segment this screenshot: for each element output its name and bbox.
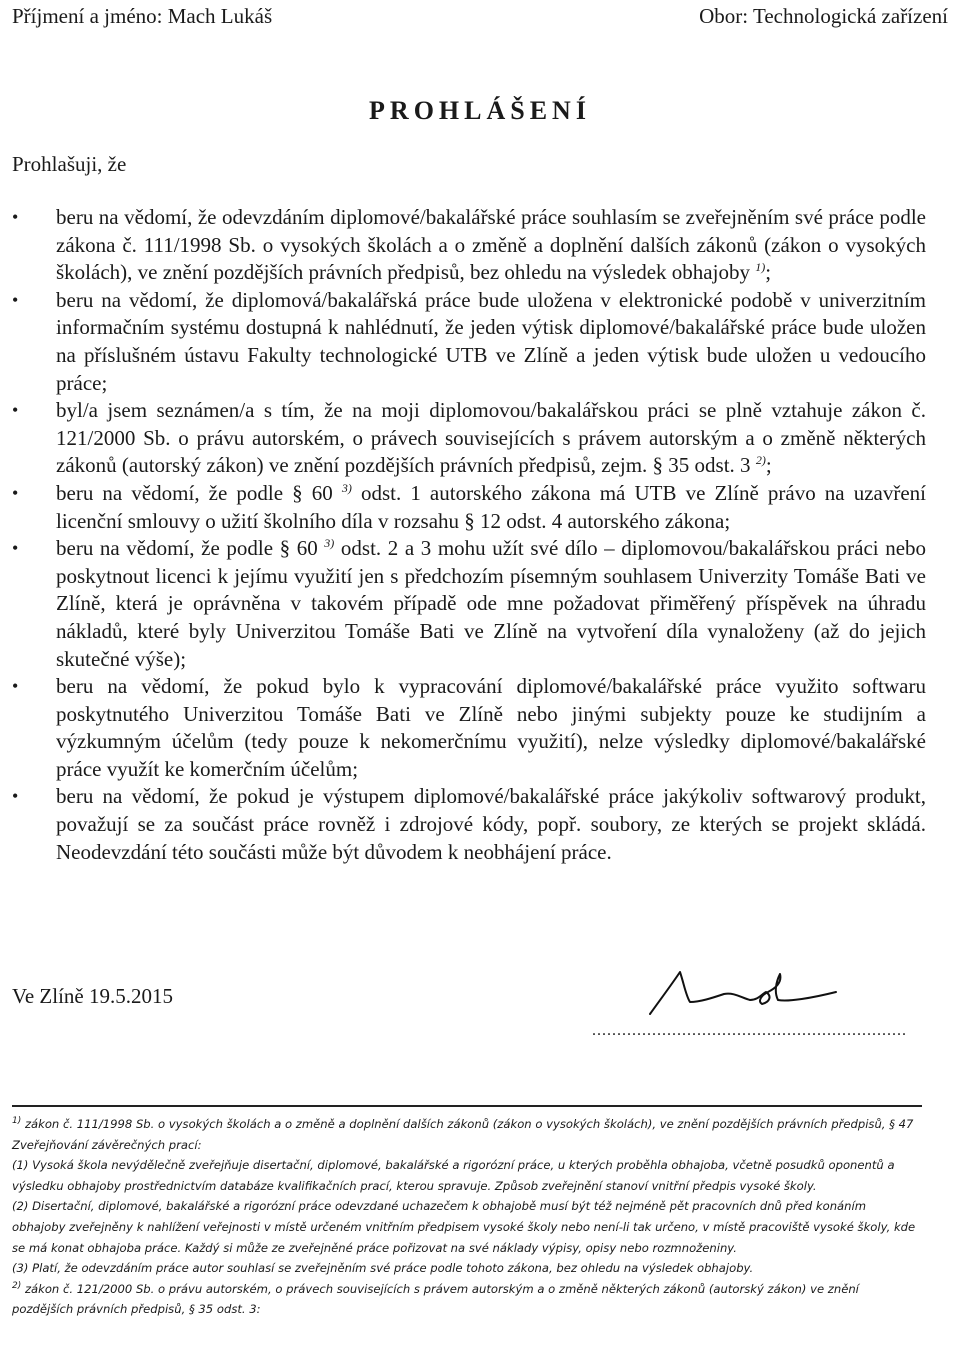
declaration-list	[12, 204, 927, 866]
page-title: PROHLÁŠENÍ	[369, 96, 591, 125]
bullet-icon: •	[12, 482, 19, 503]
footnote-mark: 1)	[12, 1116, 22, 1127]
bullet-icon: •	[12, 676, 19, 697]
footnote-ref: 2)	[755, 453, 766, 468]
bullet-icon: •	[12, 289, 19, 310]
declaration-text: beru na vědomí, že pokud je výstupem diplomové/bakalářské práce jakýkoliv softwarový produkt, považují se za součást práce rovněž i zdrojové kódy, popř. soubory, ze kterých se projekt skládá. Neodevzdání této součásti může být důvodem k neobhájení práce.	[56, 784, 926, 864]
signature-image	[642, 962, 842, 1020]
footnote-ref: 1)	[755, 260, 766, 275]
footnote-text: zákon č. 121/2000 Sb. o právu autorském, o právech souvisejících s právem autorským a o změně některých zákonů (autorský zákon) ve znění pozdějších právních předpisů, § 35 odst. 3:	[12, 1281, 859, 1317]
declaration-item	[12, 673, 926, 783]
signature-area	[592, 962, 922, 1042]
declaration-text: beru na vědomí, že pokud bylo k vypracování diplomové/bakalářské práce využito softwaru poskytnutého Univerzitou Tomáše Bati ve Zlíně nebo jinými subjekty pouze ke studijním a výzkumným účelům (tedy pouze k nekomerčnímu využití), nelze výsledky diplomové/bakalářské práce využít ke komerčním účelům;	[56, 674, 926, 781]
declaration-item	[12, 480, 927, 535]
footnote-paragraph: (3) Platí, že odevzdáním práce autor souhlasí se zveřejněním své práce podle tohoto zákona, bez ohledu na výsledek obhajoby.	[12, 1261, 754, 1276]
declaration-text: byl/a jsem seznámen/a s tím, že na moji diplomovou/bakalářskou práci se plně vztahuje zákon č. 121/2000 Sb. o právu autorském, o právech souvisejících s právem autorským a o změně některých zákonů (autorský zákon) ve znění pozdějších právních předpisů, zejm. § 35 odst. 3	[56, 398, 926, 478]
footnote-2	[12, 1279, 922, 1320]
footnote-divider	[12, 1105, 922, 1107]
declaration-text: beru na vědomí, že podle § 60	[56, 536, 318, 561]
intro-text: Prohlašuji, že	[12, 152, 127, 176]
signature-line: ...............................................................	[592, 1022, 907, 1039]
footnote-ref: 3)	[341, 480, 352, 495]
footnotes	[12, 1114, 922, 1320]
declaration-item	[12, 287, 926, 397]
declaration-item	[12, 397, 926, 480]
footnote-mark: 2)	[12, 1280, 22, 1291]
study-field: Obor: Technologická zařízení	[699, 4, 948, 28]
declaration-item	[12, 204, 926, 287]
declaration-text: beru na vědomí, že podle § 60	[56, 480, 333, 505]
footnote-1	[12, 1114, 922, 1155]
footnote-ref: 3)	[324, 536, 335, 551]
student-name: Příjmení a jméno: Mach Lukáš	[12, 4, 273, 28]
bullet-icon: •	[12, 786, 19, 807]
footnote-paragraph: (2) Disertační, diplomové, bakalářské a rigorózní práce odevzdané uchazečem k obhajobě musí být též nejméně pět pracovních dnů před konáním obhajoby zveřejněny k nahlížení veřejnosti v místě určeném vnitřním předpisem vysoké školy nebo není-li tak určeno, v místě pracoviště vysoké školy, kde se má konat obhajoba práce. Každý si může ze zveřejněné práce pořizovat na své náklady výpisy, opisy nebo rozmnoženiny.	[12, 1199, 916, 1255]
declaration-text: beru na vědomí, že odevzdáním diplomové/bakalářské práce souhlasím se zveřejněním své práce podle zákona č. 111/1998 Sb. o vysokých školách a o změně a doplnění dalších zákonů (zákon o vysokých školách), ve znění pozdějších právních předpisů, bez ohledu na výsledek obhajoby	[56, 205, 926, 285]
declaration-tail: ;	[765, 260, 772, 285]
declaration-tail: odst. 2 a 3 mohu užít své dílo – diplomovou/bakalářskou práci nebo poskytnout licenci k jejímu využití jen s předchozím písemným souhlasem Univerzity Tomáše Bati ve Zlíně, která je oprávněna v takovém případě ode mne požadovat přiměřený příspěvek na úhradu nákladů, které byly Univerzitou Tomáše Bati ve Zlíně na vytvoření díla vynaloženy (až do jejich skutečné výše);	[56, 536, 927, 671]
declaration-item	[12, 783, 926, 866]
bullet-icon: •	[12, 207, 19, 227]
declaration-item	[12, 535, 927, 673]
declaration-tail: ;	[765, 453, 772, 478]
footnote-text: zákon č. 111/1998 Sb. o vysokých školách a o změně a doplnění dalších zákonů (zákon o vysokých školách), ve znění pozdějších právních předpisů, § 47 Zveřejňování závěrečných prací:	[12, 1117, 914, 1152]
footnote-paragraph: (1) Vysoká škola nevýdělečně zveřejňuje disertační, diplomové, bakalářské a rigorózní práce, u kterých proběhla obhajoba, včetně posudků oponentů a výsledku obhajoby prostřednictvím databáze kvalifikačních prací, kterou spravuje. Způsob zveřejnění stanoví vnitřní předpis vysoké školy.	[12, 1158, 895, 1193]
declaration-text: beru na vědomí, že diplomová/bakalářská práce bude uložena v elektronické podobě v univerzitním informačním systému dostupná k nahlédnutí, že jeden výtisk diplomové/bakalářské práce bude uložen na příslušném ústavu Fakulty technologické UTB ve Zlíně a jeden výtisk bude uložen u vedoucího práce;	[56, 287, 926, 395]
bullet-icon: •	[12, 400, 19, 421]
declaration-tail: odst. 1 autorského zákona má UTB ve Zlíně právo na uzavření licenční smlouvy o užití školního díla v rozsahu § 12 odst. 4 autorského zákona;	[56, 480, 927, 533]
bullet-icon: •	[12, 538, 19, 559]
place-and-date: Ve Zlíně 19.5.2015	[12, 984, 173, 1008]
